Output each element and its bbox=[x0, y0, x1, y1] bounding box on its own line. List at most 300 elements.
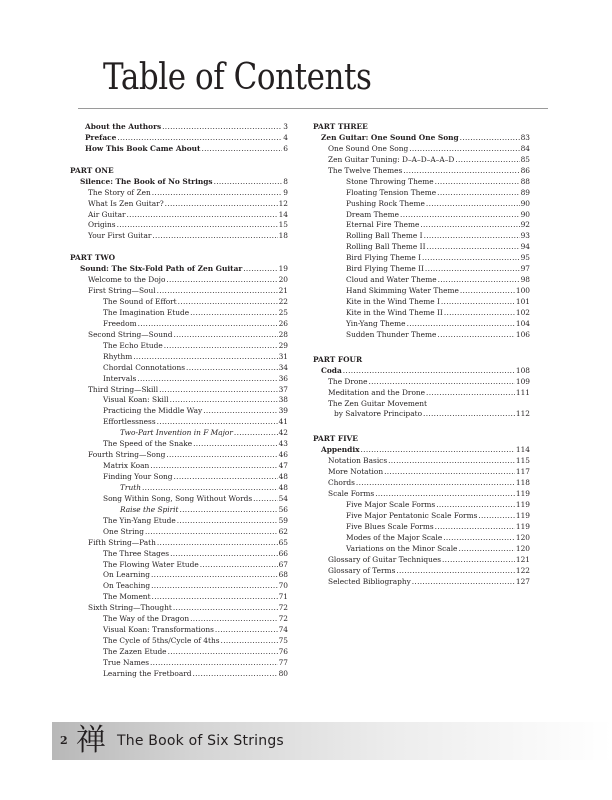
toc-entry-label: Five Major Scale Forms bbox=[346, 500, 436, 509]
toc-entry[interactable] bbox=[70, 625, 288, 636]
toc-entry-page: 93 bbox=[520, 231, 530, 241]
toc-entry-page: 43 bbox=[278, 439, 288, 449]
toc-entry-page: 19 bbox=[278, 264, 288, 274]
toc-entry[interactable] bbox=[313, 500, 530, 511]
leader-dots bbox=[343, 366, 515, 377]
leader-dots bbox=[444, 308, 515, 319]
leader-dots bbox=[443, 533, 515, 544]
toc-entry-page: 31 bbox=[278, 351, 288, 361]
leader-dots bbox=[152, 188, 283, 199]
toc-entry-page: 48 bbox=[278, 482, 288, 492]
leader-dots bbox=[435, 177, 520, 188]
toc-entry[interactable] bbox=[70, 658, 288, 669]
toc-entry-label: Dream Theme bbox=[346, 209, 400, 219]
toc-entry[interactable] bbox=[313, 297, 530, 308]
toc-entry-page: 106 bbox=[515, 329, 530, 339]
toc-entry-page: 120 bbox=[515, 543, 530, 553]
toc-entry-page: 4 bbox=[283, 132, 288, 142]
toc-entry-label: Sudden Thunder Theme bbox=[346, 329, 437, 339]
toc-entry-page: 42 bbox=[278, 428, 288, 438]
toc-entry-label: True Names bbox=[103, 657, 149, 667]
leader-dots bbox=[409, 144, 519, 155]
toc-entry-label: Variations on the Minor Scale bbox=[346, 543, 458, 553]
toc-entry-label: Raise the Spirit bbox=[120, 504, 179, 514]
leader-dots bbox=[117, 220, 278, 231]
toc-entry-page: 66 bbox=[278, 548, 288, 558]
toc-entry[interactable] bbox=[70, 363, 288, 374]
leader-dots bbox=[221, 636, 278, 647]
toc-entry-page: 28 bbox=[278, 329, 288, 339]
toc-entry-label: What Is Zen Guitar? bbox=[88, 198, 164, 208]
toc-entry-label: First String—Soul bbox=[88, 286, 156, 296]
toc-entry-page: 15 bbox=[278, 220, 288, 230]
toc-entry-page: 100 bbox=[515, 286, 530, 296]
toc-entry-label: by Salvatore Principato bbox=[334, 409, 423, 419]
toc-entry-page: 14 bbox=[278, 209, 288, 219]
toc-entry[interactable] bbox=[70, 570, 288, 581]
leader-dots bbox=[437, 188, 519, 199]
toc-entry-label: Finding Your Song bbox=[103, 472, 173, 481]
toc-entry[interactable] bbox=[70, 614, 288, 625]
toc-entry[interactable] bbox=[70, 669, 288, 680]
toc-entry[interactable] bbox=[70, 647, 288, 658]
toc-entry-page: 9 bbox=[283, 187, 288, 197]
toc-entry-page: 22 bbox=[278, 297, 288, 306]
toc-entry[interactable] bbox=[70, 297, 288, 308]
toc-entry-page: 117 bbox=[515, 467, 530, 477]
toc-entry[interactable] bbox=[70, 560, 288, 571]
page-title: Table of Contents bbox=[103, 57, 372, 98]
leader-dots bbox=[427, 242, 520, 253]
leader-dots bbox=[215, 625, 278, 636]
leader-dots bbox=[150, 658, 278, 669]
toc-entry-page: 112 bbox=[515, 409, 530, 419]
toc-entry-page: 86 bbox=[520, 165, 530, 175]
leader-dots bbox=[151, 581, 278, 592]
leader-dots bbox=[243, 264, 277, 275]
leader-dots bbox=[425, 264, 520, 275]
toc-entry[interactable] bbox=[313, 456, 530, 467]
toc-entry-label: Visual Koan: Transformations bbox=[103, 625, 214, 635]
toc-entry[interactable] bbox=[70, 275, 288, 286]
toc-entry-label: Five Blues Scale Forms bbox=[346, 521, 434, 531]
toc-entry[interactable] bbox=[70, 199, 288, 210]
leader-dots bbox=[460, 133, 520, 144]
toc-entry[interactable] bbox=[313, 330, 530, 341]
leader-dots bbox=[412, 577, 515, 588]
leader-dots bbox=[152, 231, 277, 242]
leader-dots bbox=[403, 166, 519, 177]
toc-entry[interactable] bbox=[313, 177, 530, 188]
toc-right-column bbox=[313, 122, 530, 588]
toc-entry-label: The Echo Etude bbox=[103, 340, 163, 350]
toc-entry[interactable] bbox=[70, 220, 288, 231]
toc-entry-page: 97 bbox=[520, 264, 530, 274]
toc-entry[interactable] bbox=[70, 308, 288, 319]
toc-entry-label: Rhythm bbox=[103, 351, 133, 361]
toc-entry-label: Eternal Fire Theme bbox=[346, 220, 420, 230]
leader-dots bbox=[388, 456, 515, 467]
leader-dots bbox=[384, 467, 515, 478]
toc-entry[interactable] bbox=[313, 489, 530, 500]
toc-entry-label: Appendix bbox=[321, 445, 360, 455]
toc-entry-label: Effortlessness bbox=[103, 417, 156, 427]
leader-dots bbox=[117, 133, 282, 144]
toc-entry[interactable] bbox=[70, 395, 288, 406]
toc-entry-label: Chordal Connotations bbox=[103, 362, 186, 372]
toc-entry[interactable] bbox=[70, 144, 288, 155]
toc-entry-page: 111 bbox=[515, 387, 530, 397]
toc-entry-label: On Teaching bbox=[103, 581, 151, 591]
leader-dots bbox=[159, 385, 277, 396]
toc-entry-page: 127 bbox=[515, 576, 530, 586]
leader-dots bbox=[253, 494, 277, 505]
leader-dots bbox=[162, 122, 282, 133]
toc-entry[interactable] bbox=[70, 352, 288, 363]
leader-dots bbox=[442, 555, 515, 566]
leader-dots bbox=[138, 319, 278, 330]
toc-entry-page: 85 bbox=[520, 154, 530, 164]
toc-entry-label: Bird Flying Theme II bbox=[346, 264, 424, 274]
toc-entry-label: The Cycle of 5ths/Cycle of 4ths bbox=[103, 636, 220, 646]
toc-entry-page: 46 bbox=[278, 450, 288, 460]
toc-entry-page: 36 bbox=[278, 373, 288, 383]
toc-entry-page: 56 bbox=[278, 504, 288, 514]
part-three-entries bbox=[313, 133, 530, 341]
toc-entry-page: 119 bbox=[515, 521, 530, 531]
toc-entry-label: One String bbox=[103, 526, 144, 536]
leader-dots bbox=[178, 297, 278, 308]
toc-entry-label: Freedom bbox=[103, 318, 137, 328]
toc-entry-page: 6 bbox=[283, 143, 288, 153]
toc-entry[interactable] bbox=[313, 478, 530, 489]
toc-entry-page: 83 bbox=[520, 132, 530, 142]
toc-entry[interactable] bbox=[70, 581, 288, 592]
toc-entry-page: 26 bbox=[278, 318, 288, 328]
toc-entry[interactable] bbox=[313, 467, 530, 478]
toc-entry-label: The Way of the Dragon bbox=[103, 614, 190, 624]
toc-entry[interactable] bbox=[70, 177, 288, 188]
leader-dots bbox=[142, 483, 278, 494]
toc-entry-page: 74 bbox=[278, 625, 288, 635]
leader-dots bbox=[361, 445, 515, 456]
leader-dots bbox=[424, 231, 520, 242]
toc-entry-page: 92 bbox=[520, 220, 530, 230]
toc-entry[interactable] bbox=[313, 522, 530, 533]
toc-entry-page: 3 bbox=[283, 122, 288, 131]
toc-entry[interactable] bbox=[70, 603, 288, 614]
toc-entry[interactable] bbox=[70, 374, 288, 385]
toc-entry[interactable] bbox=[70, 264, 288, 275]
toc-entry-label: Cloud and Water Theme bbox=[346, 275, 437, 285]
toc-entry[interactable] bbox=[313, 155, 530, 166]
toc-entry[interactable] bbox=[313, 399, 530, 410]
toc-entry[interactable] bbox=[70, 636, 288, 647]
toc-entry[interactable] bbox=[313, 566, 530, 577]
toc-entry[interactable] bbox=[313, 388, 530, 399]
toc-entry[interactable] bbox=[313, 377, 530, 388]
toc-entry[interactable] bbox=[313, 242, 530, 253]
toc-entry[interactable] bbox=[313, 544, 530, 555]
leader-dots bbox=[193, 669, 278, 680]
toc-entry-page: 90 bbox=[520, 209, 530, 219]
leader-dots bbox=[426, 388, 515, 399]
leader-dots bbox=[186, 363, 278, 374]
toc-entry[interactable] bbox=[313, 220, 530, 231]
toc-entry-label: The Flowing Water Etude bbox=[103, 559, 199, 569]
toc-entry-page: 90 bbox=[520, 198, 530, 208]
toc-entry-label: Your First Guitar bbox=[88, 231, 152, 241]
toc-entry-page: 75 bbox=[278, 636, 288, 646]
toc-entry-page: 39 bbox=[278, 406, 288, 416]
toc-entry-page: 68 bbox=[278, 570, 288, 580]
leader-dots bbox=[396, 566, 515, 577]
toc-entry-label: Visual Koan: Skill bbox=[103, 395, 169, 405]
toc-entry-label: The Sound of Effort bbox=[103, 297, 177, 306]
leader-dots bbox=[214, 177, 283, 188]
leader-dots bbox=[127, 210, 278, 221]
toc-entry-page: 25 bbox=[278, 307, 288, 317]
toc-entry-label: Kite in the Wind Theme I bbox=[346, 297, 440, 306]
toc-entry-label: The Moment bbox=[103, 592, 151, 602]
leader-dots bbox=[460, 286, 515, 297]
toc-entry-page: 95 bbox=[520, 253, 530, 263]
toc-entry[interactable] bbox=[313, 166, 530, 177]
toc-entry[interactable] bbox=[70, 406, 288, 417]
toc-entry-label: Sound: The Six-Fold Path of Zen Guitar bbox=[80, 264, 243, 274]
toc-entry-label: Kite in the Wind Theme II bbox=[346, 307, 443, 317]
toc-entry-page: 84 bbox=[520, 143, 530, 153]
toc-entry-page: 94 bbox=[520, 242, 530, 252]
toc-entry[interactable] bbox=[70, 341, 288, 352]
leader-dots bbox=[368, 377, 514, 388]
leader-dots bbox=[203, 406, 277, 417]
leader-dots bbox=[173, 330, 277, 341]
toc-entry-page: 119 bbox=[515, 489, 530, 499]
toc-entry-label: Zen Guitar: One Sound One Song bbox=[321, 132, 459, 142]
toc-entry[interactable] bbox=[70, 133, 288, 144]
toc-entry[interactable] bbox=[313, 445, 530, 456]
leader-dots bbox=[157, 286, 278, 297]
page-number: 2 bbox=[60, 734, 68, 747]
toc-entry[interactable] bbox=[70, 319, 288, 330]
toc-entry-label: Five Major Pentatonic Scale Forms bbox=[346, 510, 478, 520]
toc-entry-label: Scale Forms bbox=[328, 489, 375, 499]
leader-dots bbox=[200, 560, 278, 571]
toc-entry-page: 70 bbox=[278, 581, 288, 591]
toc-entry[interactable] bbox=[313, 231, 530, 242]
toc-entry-label: The Twelve Themes bbox=[328, 165, 403, 175]
toc-entry-label: Zen Guitar Tuning: D–A–D–A–A–D bbox=[328, 154, 455, 164]
toc-entry-page: 76 bbox=[278, 647, 288, 656]
toc-entry-page: 119 bbox=[515, 510, 530, 520]
toc-entry-page: 77 bbox=[278, 657, 288, 667]
toc-entry[interactable] bbox=[70, 428, 288, 439]
toc-entry-page: 102 bbox=[515, 307, 530, 317]
toc-entry[interactable] bbox=[313, 275, 530, 286]
leader-dots bbox=[180, 505, 278, 516]
toc-entry[interactable] bbox=[313, 319, 530, 330]
toc-entry-page: 120 bbox=[515, 532, 530, 542]
toc-entry-page: 108 bbox=[515, 365, 530, 375]
toc-entry-label: Meditation and the Drone bbox=[328, 387, 426, 397]
toc-entry-label: About the Authors bbox=[85, 122, 162, 131]
toc-entry-page: 67 bbox=[278, 559, 288, 569]
toc-entry[interactable] bbox=[70, 210, 288, 221]
leader-dots bbox=[168, 647, 278, 658]
toc-entry-page: 72 bbox=[278, 614, 288, 624]
leader-dots bbox=[133, 352, 277, 363]
leader-dots bbox=[438, 275, 520, 286]
leader-dots bbox=[165, 199, 278, 210]
toc-entry-page: 119 bbox=[515, 500, 530, 509]
part-one-entries bbox=[70, 177, 288, 243]
toc-entry-page: 37 bbox=[278, 384, 288, 394]
toc-entry[interactable] bbox=[70, 286, 288, 297]
toc-entry[interactable] bbox=[313, 286, 530, 297]
toc-entry-label: The Drone bbox=[328, 376, 368, 386]
leader-dots bbox=[157, 417, 278, 428]
toc-entry-page: 12 bbox=[278, 198, 288, 208]
toc-entry-page: 34 bbox=[278, 362, 288, 372]
toc-entry-label: Origins bbox=[88, 220, 116, 230]
toc-entry-page: 109 bbox=[515, 376, 530, 386]
part-two-entries bbox=[70, 264, 288, 680]
toc-entry-label: More Notation bbox=[328, 467, 384, 477]
leader-dots bbox=[400, 210, 520, 221]
toc-entry[interactable] bbox=[70, 122, 288, 133]
leader-dots bbox=[193, 439, 277, 450]
leader-dots bbox=[478, 511, 515, 522]
toc-entry[interactable] bbox=[70, 472, 288, 483]
toc-entry-page: 80 bbox=[278, 668, 288, 678]
toc-entry-label: Silence: The Book of No Strings bbox=[80, 176, 213, 186]
toc-entry[interactable] bbox=[70, 231, 288, 242]
toc-entry-label: One Sound One Song bbox=[328, 143, 409, 153]
leader-dots bbox=[407, 319, 515, 330]
toc-entry-page: 18 bbox=[278, 231, 288, 241]
toc-entry[interactable] bbox=[70, 330, 288, 341]
toc-entry-label: Selected Bibliography bbox=[328, 576, 411, 586]
toc-entry[interactable] bbox=[313, 511, 530, 522]
toc-entry-page: 88 bbox=[520, 176, 530, 186]
toc-entry[interactable] bbox=[313, 199, 530, 210]
toc-entry[interactable] bbox=[313, 308, 530, 319]
leader-dots bbox=[170, 395, 278, 406]
leader-dots bbox=[375, 489, 515, 500]
toc-entry-page: 8 bbox=[283, 176, 288, 186]
toc-entry[interactable] bbox=[70, 461, 288, 472]
part-four-entries bbox=[313, 366, 530, 399]
toc-entry-label: Notation Basics bbox=[328, 456, 388, 466]
toc-entry[interactable] bbox=[313, 366, 530, 377]
toc-entry[interactable] bbox=[313, 264, 530, 275]
toc-entry-label: Sixth String—Thought bbox=[88, 603, 172, 613]
toc-entry[interactable] bbox=[70, 516, 288, 527]
toc-entry-label: Rolling Ball Theme II bbox=[346, 242, 426, 252]
toc-entry[interactable] bbox=[313, 210, 530, 221]
leader-dots bbox=[150, 461, 277, 472]
leader-dots bbox=[137, 374, 277, 385]
toc-entry[interactable] bbox=[70, 494, 288, 505]
toc-entry-page: 118 bbox=[515, 478, 530, 488]
toc-entry-label: Preface bbox=[85, 132, 117, 142]
leader-dots bbox=[174, 472, 278, 483]
toc-entry-label: Chords bbox=[328, 478, 355, 488]
toc-entry-label: Intervals bbox=[103, 373, 137, 383]
toc-entry-label: Bird Flying Theme I bbox=[346, 253, 421, 263]
toc-entry-page: 41 bbox=[278, 417, 288, 427]
title-divider bbox=[78, 108, 548, 109]
leader-dots bbox=[455, 155, 519, 166]
toc-entry-page: 38 bbox=[278, 395, 288, 405]
toc-entry[interactable] bbox=[313, 188, 530, 199]
toc-entry[interactable] bbox=[70, 417, 288, 428]
toc-entry-label: Welcome to the Dojo bbox=[88, 275, 166, 285]
toc-entry[interactable] bbox=[70, 527, 288, 538]
page-footer bbox=[0, 722, 612, 762]
leader-dots bbox=[234, 428, 278, 439]
toc-entry[interactable] bbox=[70, 385, 288, 396]
toc-entry[interactable] bbox=[70, 439, 288, 450]
toc-entry-page: 54 bbox=[278, 493, 288, 503]
toc-entry-label: Truth bbox=[120, 482, 141, 492]
toc-entry-label: Second String—Sound bbox=[88, 329, 173, 339]
toc-entry[interactable] bbox=[70, 483, 288, 494]
toc-entry-page: 114 bbox=[515, 445, 530, 455]
toc-entry-label: The Story of Zen bbox=[88, 187, 151, 197]
toc-entry[interactable] bbox=[70, 538, 288, 549]
toc-entry-label: The Zazen Etude bbox=[103, 647, 167, 656]
leader-dots bbox=[458, 544, 514, 555]
leader-dots bbox=[152, 592, 278, 603]
toc-entry-label: The Three Stages bbox=[103, 548, 170, 558]
toc-entry-label: The Zen Guitar Movement bbox=[328, 398, 427, 408]
leader-dots bbox=[173, 603, 278, 614]
leader-dots bbox=[151, 570, 278, 581]
part-five-heading: PART FIVE bbox=[313, 434, 358, 444]
toc-entry-label: Glossary of Guitar Techniques bbox=[328, 554, 441, 564]
toc-entry[interactable] bbox=[313, 577, 530, 588]
leader-dots bbox=[201, 144, 282, 155]
toc-entry-page: 29 bbox=[278, 340, 288, 350]
toc-entry-label: Pushing Rock Theme bbox=[346, 198, 425, 208]
toc-entry[interactable] bbox=[70, 592, 288, 603]
toc-entry[interactable] bbox=[70, 549, 288, 560]
toc-entry[interactable] bbox=[313, 253, 530, 264]
toc-entry-label: Song Within Song, Song Without Words bbox=[103, 493, 253, 503]
toc-entry-label: Fifth String—Path bbox=[88, 537, 156, 547]
toc-entry-label: The Imagination Etude bbox=[103, 307, 190, 317]
toc-entry[interactable] bbox=[70, 450, 288, 461]
toc-entry-label: Floating Tension Theme bbox=[346, 187, 437, 197]
toc-entry-label: Practicing the Middle Way bbox=[103, 406, 203, 416]
toc-entry[interactable] bbox=[70, 188, 288, 199]
toc-entry[interactable] bbox=[313, 533, 530, 544]
toc-entry-page: 20 bbox=[278, 275, 288, 285]
toc-entry[interactable] bbox=[313, 409, 530, 420]
toc-entry-page: 121 bbox=[515, 554, 530, 564]
toc-entry[interactable] bbox=[70, 505, 288, 516]
toc-entry-page: 98 bbox=[520, 275, 530, 285]
toc-entry[interactable] bbox=[313, 555, 530, 566]
toc-entry-page: 89 bbox=[520, 187, 530, 197]
toc-entry-page: 48 bbox=[278, 472, 288, 481]
toc-entry[interactable] bbox=[313, 144, 530, 155]
leader-dots bbox=[166, 275, 277, 286]
book-title: The Book of Six Strings bbox=[117, 733, 284, 749]
toc-entry[interactable] bbox=[313, 133, 530, 144]
